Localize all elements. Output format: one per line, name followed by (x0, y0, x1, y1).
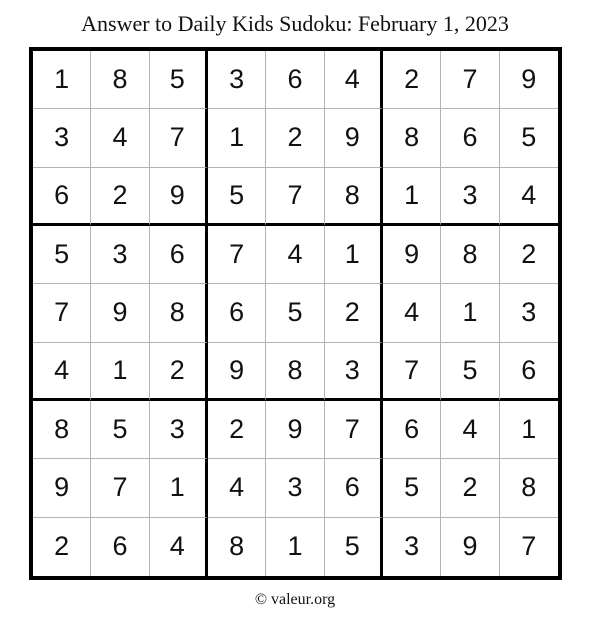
sudoku-cell: 1 (383, 168, 441, 226)
sudoku-cell: 1 (500, 401, 558, 459)
sudoku-cell: 9 (91, 284, 149, 342)
copyright-footer: © valeur.org (254, 591, 336, 608)
sudoku-cell: 6 (441, 109, 499, 167)
sudoku-cell: 1 (441, 284, 499, 342)
sudoku-cell: 9 (383, 226, 441, 284)
sudoku-cell: 9 (500, 51, 558, 109)
sudoku-cell: 5 (91, 401, 149, 459)
sudoku-cell: 4 (33, 343, 91, 401)
sudoku-cell: 4 (325, 51, 383, 109)
sudoku-cell: 3 (383, 518, 441, 576)
sudoku-cell: 4 (500, 168, 558, 226)
sudoku-cell: 5 (383, 459, 441, 517)
sudoku-cell: 2 (266, 109, 324, 167)
sudoku-cell: 2 (33, 518, 91, 576)
sudoku-cell: 5 (441, 343, 499, 401)
sudoku-cell: 7 (325, 401, 383, 459)
sudoku-cell: 7 (441, 51, 499, 109)
sudoku-cell: 3 (325, 343, 383, 401)
sudoku-cell: 3 (266, 459, 324, 517)
sudoku-cell: 9 (325, 109, 383, 167)
sudoku-cell: 7 (208, 226, 266, 284)
sudoku-cell: 4 (150, 518, 208, 576)
sudoku-cell: 1 (33, 51, 91, 109)
sudoku-cell: 7 (91, 459, 149, 517)
sudoku-cell: 8 (441, 226, 499, 284)
sudoku-cell: 2 (500, 226, 558, 284)
sudoku-cell: 3 (91, 226, 149, 284)
sudoku-cell: 6 (91, 518, 149, 576)
sudoku-cell: 4 (441, 401, 499, 459)
sudoku-cell: 8 (150, 284, 208, 342)
sudoku-cell: 8 (91, 51, 149, 109)
sudoku-cell: 8 (325, 168, 383, 226)
sudoku-cell: 9 (441, 518, 499, 576)
sudoku-cell: 8 (383, 109, 441, 167)
sudoku-cell: 7 (383, 343, 441, 401)
sudoku-cell: 5 (500, 109, 558, 167)
page-title: Answer to Daily Kids Sudoku: February 1, 2023 (81, 11, 509, 36)
sudoku-cell: 4 (266, 226, 324, 284)
sudoku-cell: 1 (150, 459, 208, 517)
sudoku-cell: 6 (383, 401, 441, 459)
sudoku-cell: 8 (500, 459, 558, 517)
sudoku-cell: 6 (266, 51, 324, 109)
sudoku-cell: 1 (325, 226, 383, 284)
sudoku-cell: 9 (208, 343, 266, 401)
sudoku-cell: 7 (150, 109, 208, 167)
sudoku-cell: 6 (325, 459, 383, 517)
sudoku-cell: 5 (208, 168, 266, 226)
sudoku-cell: 3 (208, 51, 266, 109)
sudoku-cell: 9 (266, 401, 324, 459)
sudoku-cell: 6 (500, 343, 558, 401)
sudoku-cell: 8 (266, 343, 324, 401)
sudoku-cell: 2 (91, 168, 149, 226)
sudoku-cell: 6 (33, 168, 91, 226)
sudoku-cell: 4 (383, 284, 441, 342)
sudoku-cell: 6 (208, 284, 266, 342)
sudoku-cell: 2 (150, 343, 208, 401)
sudoku-cell: 1 (266, 518, 324, 576)
sudoku-cell: 2 (208, 401, 266, 459)
sudoku-board (29, 47, 562, 580)
sudoku-cell: 5 (33, 226, 91, 284)
sudoku-cell: 3 (150, 401, 208, 459)
sudoku-cell: 9 (150, 168, 208, 226)
sudoku-cell: 5 (150, 51, 208, 109)
sudoku-cell: 6 (150, 226, 208, 284)
sudoku-cell: 1 (208, 109, 266, 167)
sudoku-cell: 8 (208, 518, 266, 576)
sudoku-cell: 4 (91, 109, 149, 167)
sudoku-cell: 3 (33, 109, 91, 167)
sudoku-cell: 3 (500, 284, 558, 342)
sudoku-cell: 7 (33, 284, 91, 342)
sudoku-cell: 2 (441, 459, 499, 517)
sudoku-cell: 4 (208, 459, 266, 517)
sudoku-cell: 9 (33, 459, 91, 517)
sudoku-cell: 7 (266, 168, 324, 226)
sudoku-cell: 2 (325, 284, 383, 342)
sudoku-cell: 3 (441, 168, 499, 226)
sudoku-cell: 1 (91, 343, 149, 401)
sudoku-cell: 2 (383, 51, 441, 109)
sudoku-cell: 8 (33, 401, 91, 459)
sudoku-cell: 7 (521, 531, 537, 562)
sudoku-cell: 5 (266, 284, 324, 342)
sudoku-cell: 5 (325, 518, 383, 576)
